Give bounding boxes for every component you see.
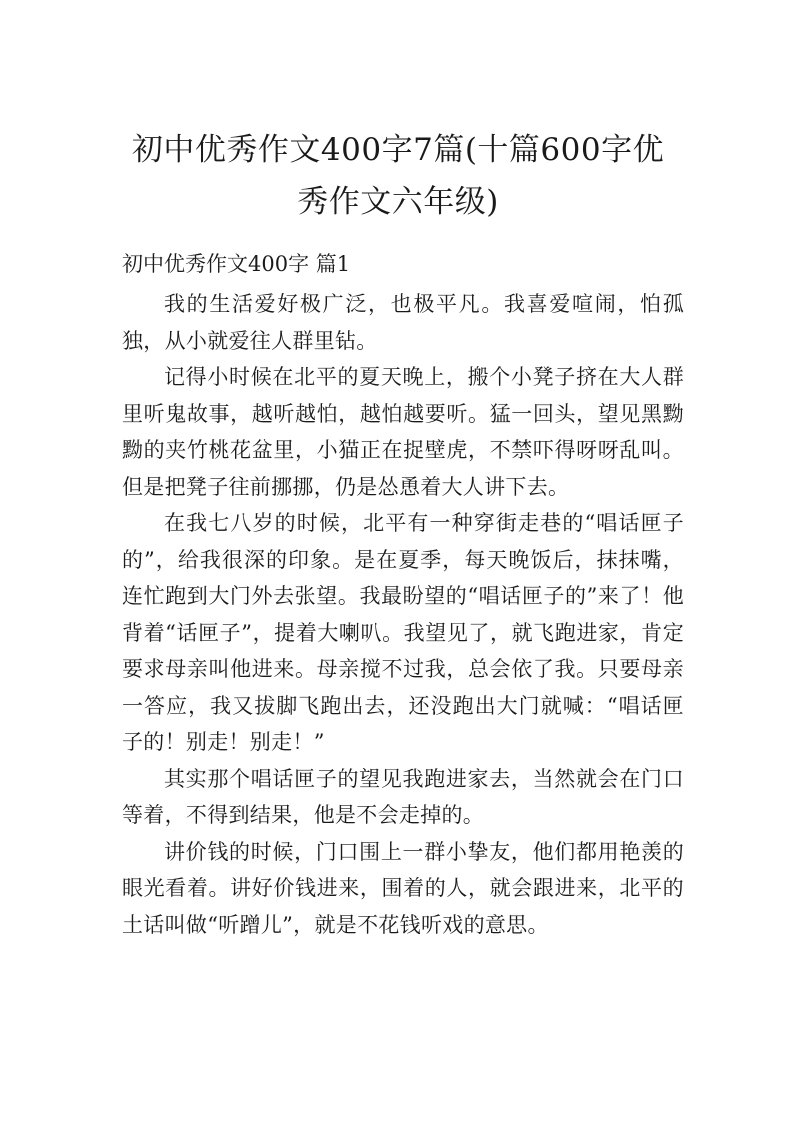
paragraph: 其实那个唱话匣子的望见我跑进家去，当然就会在门口等着，不得到结果，他是不会走掉的。 <box>122 766 684 827</box>
paragraph: 我的生活爱好极广泛，也极平凡。我喜爱喧闹，怕孤独，从小就爱往人群里钻。 <box>122 292 684 353</box>
paragraph: 记得小时候在北平的夏天晚上，搬个小凳子挤在大人群里听鬼故事，越听越怕，越怕越要听。猛一回头，望见黑黝黝的夹竹桃花盆里，小猫正在捉壁虎，不禁吓得呀呀乱叫。但是把凳子往前挪挪，仍是怂恿着大人讲下去。 <box>122 365 684 499</box>
paragraph: 讲价钱的时候，门口围上一群小挚友，他们都用艳羡的眼光看着。讲好价钱进来，围着的人，就会跟进来，北平的土话叫做“听蹭儿”，就是不花钱听戏的意思。 <box>122 839 684 937</box>
section-heading: 初中优秀作文400字 篇1 <box>122 252 351 276</box>
document-title: 初中优秀作文400字7篇(十篇600字优秀作文六年级) <box>131 132 665 220</box>
article-body <box>122 286 684 943</box>
paragraph: 在我七八岁的时候，北平有一种穿街走巷的“唱话匣子的”，给我很深的印象。是在夏季，每天晚饭后，抹抹嘴，连忙跑到大门外去张望。我最盼望的“唱话匣子的”来了！他背着“话匣子”，提着大喇叭。我望见了，就飞跑进家，肯定要求母亲叫他进来。母亲搅不过我，总会依了我。只要母亲一答应，我又拔脚飞跑出去，还没跑出大门就喊：“唱话匣子的！别走！别走！” <box>122 511 684 754</box>
